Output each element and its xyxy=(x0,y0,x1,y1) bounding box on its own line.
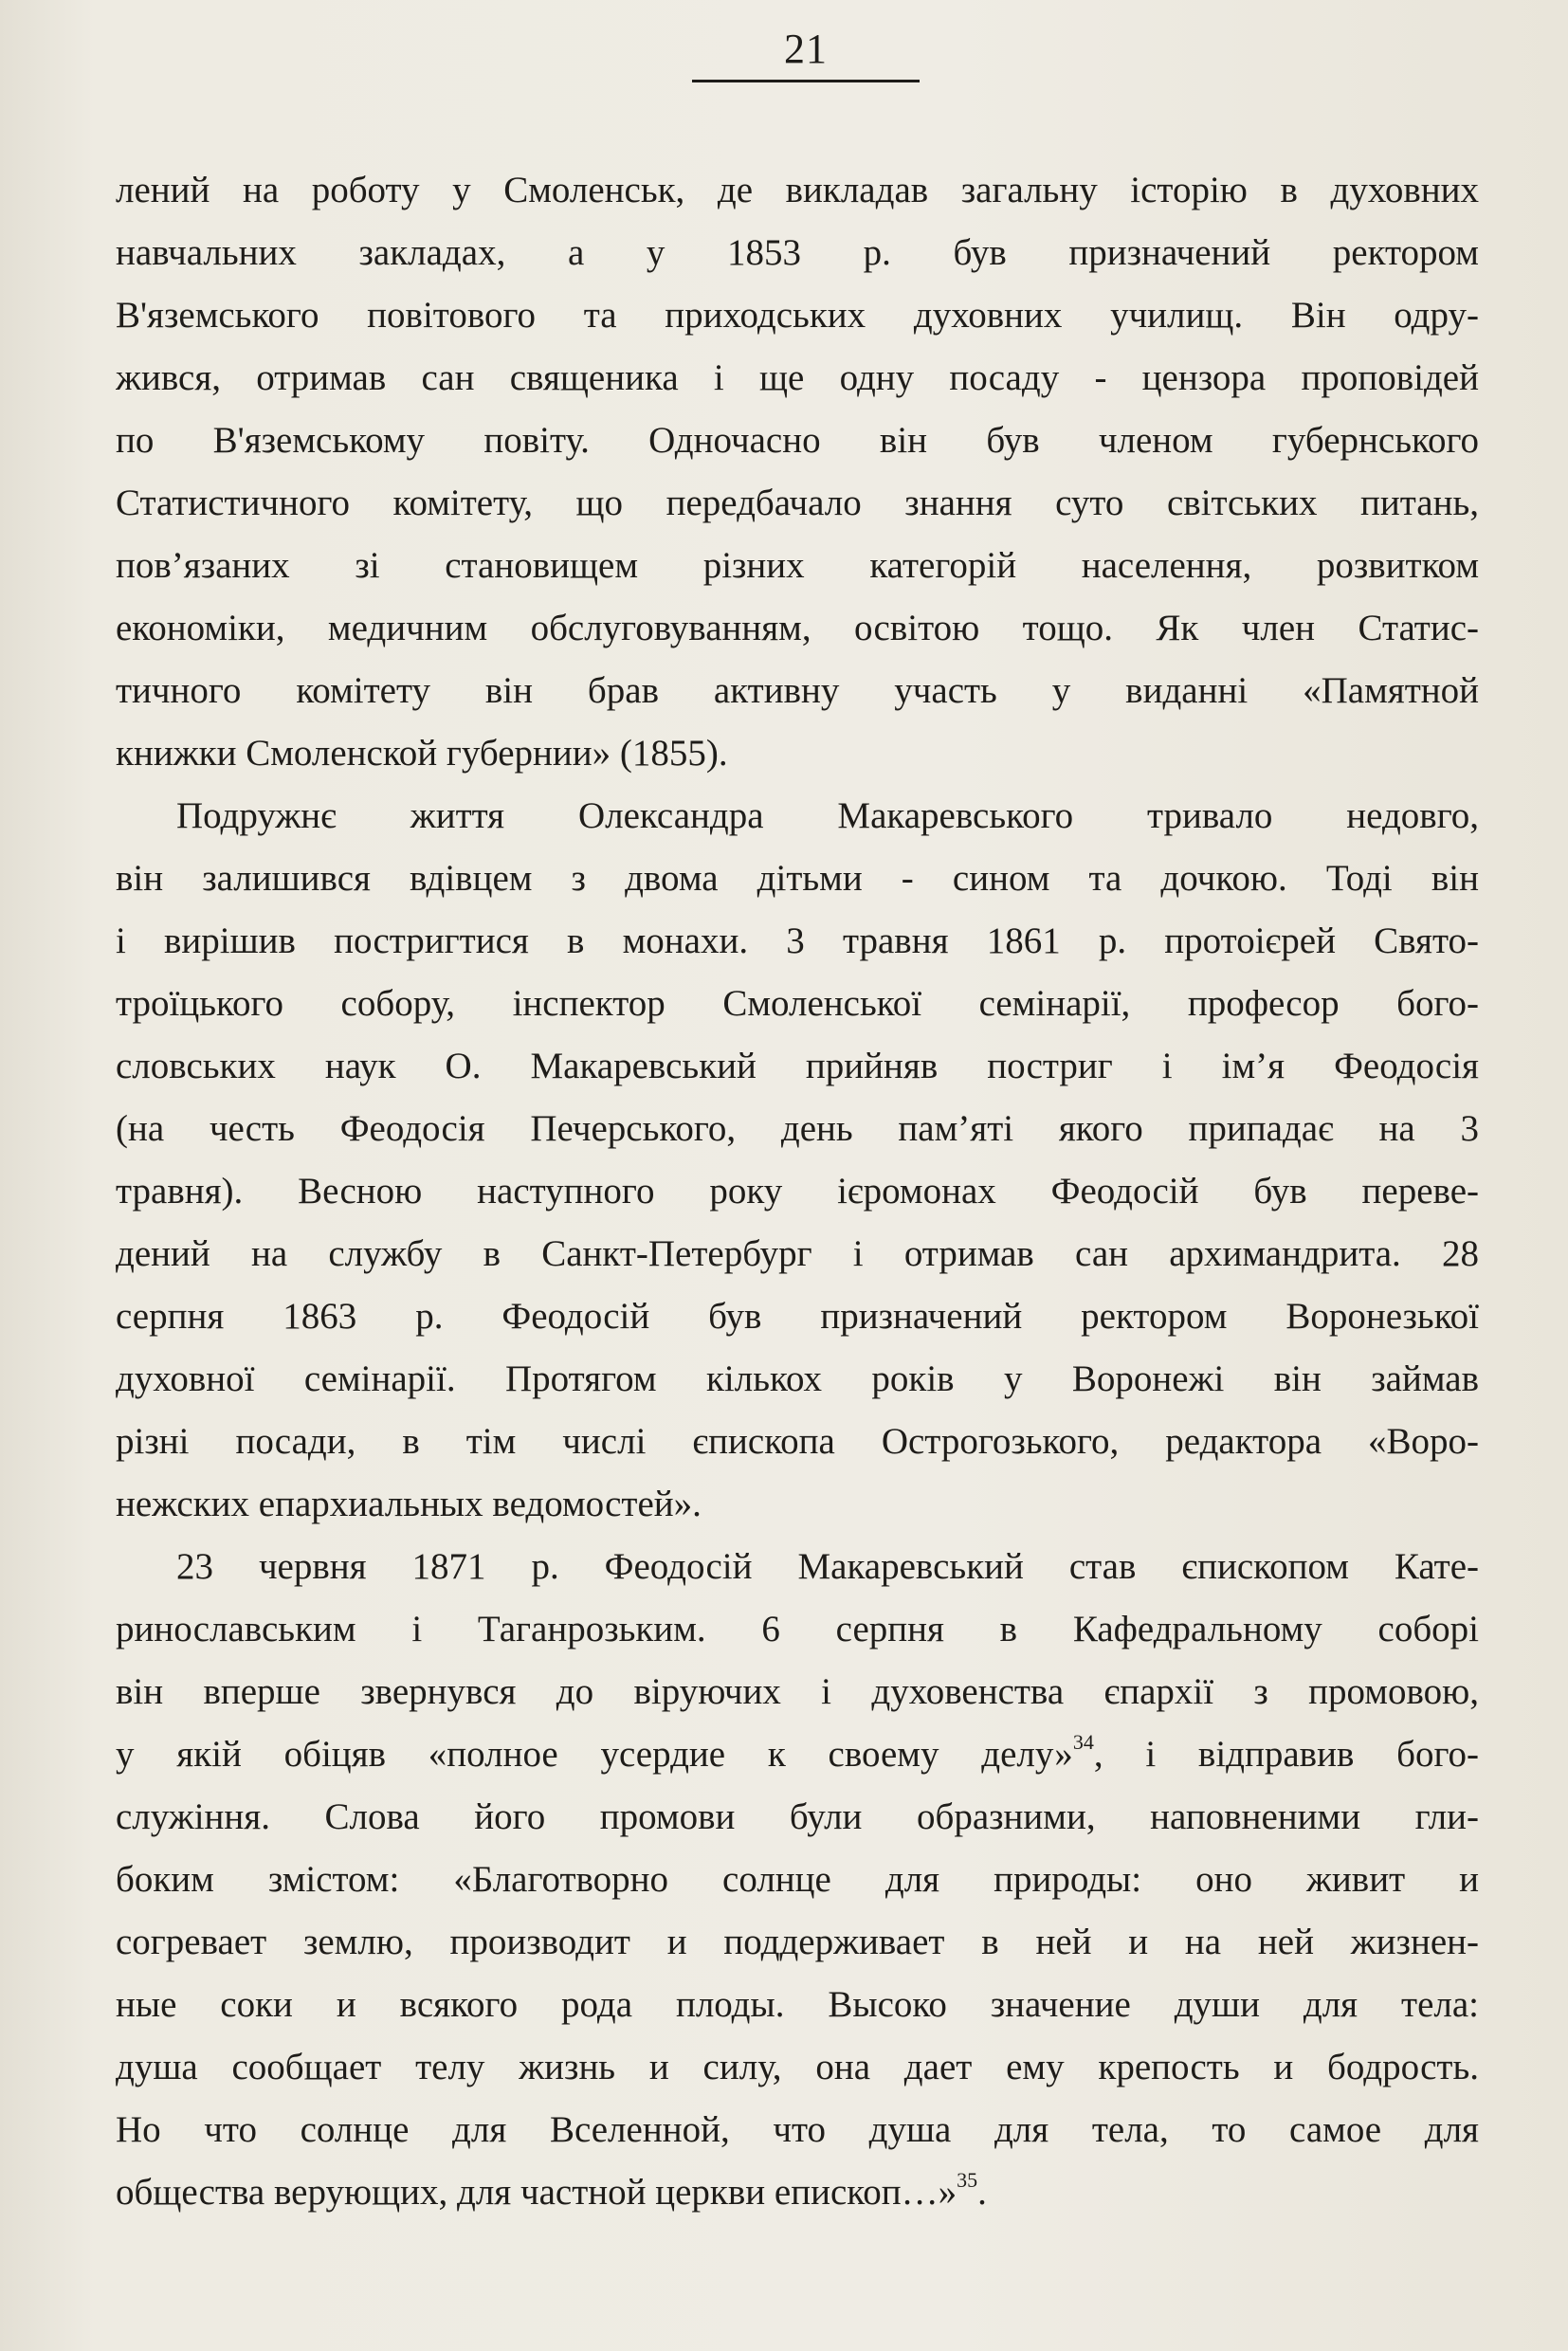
text-line: троїцького собору, інспектор Смоленської семінарії, професор бого- xyxy=(116,983,1479,1024)
paragraph-3 xyxy=(116,1536,1479,2224)
header-rule xyxy=(692,80,920,82)
text-line-with-footnote xyxy=(116,1723,1479,1786)
text-segment: , і відправив бого- xyxy=(1093,1734,1479,1775)
text-line: і вирішив постригтися в монахи. 3 травня 1861 р. протоієрей Свято- xyxy=(116,920,1479,961)
text-line: Статистичного комітету, що передбачало знання суто світських питань, xyxy=(116,483,1479,523)
text-line: Подружнє життя Олександра Макаревського тривало недовго, xyxy=(176,795,1479,836)
text-line: навчальних закладах, а у 1853 р. був призначений ректором xyxy=(116,232,1479,273)
text-line: тичного комітету він брав активну участь у виданні «Памятной xyxy=(116,670,1479,711)
paragraph-1 xyxy=(116,159,1479,785)
text-line: В'яземського повітового та приходських духовних училищ. Він одру- xyxy=(116,295,1479,336)
text-line-with-footnote xyxy=(116,2161,1479,2224)
text-line: економіки, медичним обслуговуванням, освітою тощо. Як член Статис- xyxy=(116,608,1479,648)
footnote-marker-34: 34 xyxy=(1072,1730,1094,1754)
text-line: серпня 1863 р. Феодосій був призначений ректором Воронезької xyxy=(116,1296,1479,1337)
footnote-marker-35: 35 xyxy=(957,2168,978,2192)
text-line: согревает землю, производит и поддерживает в ней и на ней жизнен- xyxy=(116,1922,1479,1962)
text-line: ринославським і Таганрозьким. 6 серпня в Кафедральному соборі xyxy=(116,1609,1479,1649)
text-line: словських наук О. Макаревський прийняв постриг і ім’я Феодосія xyxy=(116,1046,1479,1086)
text-line: боким змістом: «Благотворно солнце для природы: оно живит и xyxy=(116,1859,1479,1900)
text-line: служіння. Слова його промови були образними, наповненими гли- xyxy=(116,1796,1479,1837)
text-line: душа сообщает телу жизнь и силу, она дает ему крепость и бодрость. xyxy=(116,2047,1479,2087)
page-number: 21 xyxy=(784,26,828,72)
text-line: він залишився вдівцем з двома дітьми - сином та дочкою. Тоді він xyxy=(116,858,1479,899)
text-line: пов’язаних зі становищем різних категорій населення, розвитком xyxy=(116,545,1479,586)
text-line: він вперше звернувся до віруючих і духовенства єпархії з промовою, xyxy=(116,1671,1479,1712)
body-text xyxy=(116,159,1479,2224)
text-line: лений на роботу у Смоленськ, де викладав загальну історію в духовних xyxy=(116,170,1479,210)
page-header xyxy=(692,25,920,82)
text-segment: общества верующих, для частной церкви епископ…» xyxy=(116,2172,957,2213)
text-line: травня). Весною наступного року ієромонах Феодосій був переве- xyxy=(116,1171,1479,1212)
text-line: духовної семінарії. Протягом кількох років у Воронежі він займав xyxy=(116,1358,1479,1399)
text-line: жився, отримав сан священика і ще одну посаду - цензора проповідей xyxy=(116,357,1479,398)
paragraph-2 xyxy=(116,785,1479,1536)
text-line: Но что солнце для Вселенной, что душа для тела, то самое для xyxy=(116,2109,1479,2150)
text-line: по В'яземському повіту. Одночасно він був членом губернського xyxy=(116,420,1479,461)
text-line: дений на службу в Санкт-Петербург і отримав сан архимандрита. 28 xyxy=(116,1233,1479,1274)
text-line: 23 червня 1871 р. Феодосій Макаревський став єпископом Кате- xyxy=(176,1546,1479,1587)
text-line: різні посади, в тім числі єпископа Острогозького, редактора «Воро- xyxy=(116,1421,1479,1462)
text-line: книжки Смоленской губернии» (1855). xyxy=(116,733,728,774)
text-line: ные соки и всякого рода плоды. Высоко значение души для тела: xyxy=(116,1984,1479,2025)
text-segment: . xyxy=(977,2172,987,2213)
text-segment: у якій обіцяв «полное усердие к своему делу» xyxy=(116,1734,1073,1775)
text-line: нежских епархиальных ведомостей». xyxy=(116,1484,702,1524)
text-line: (на честь Феодосія Печерського, день пам’яті якого припадає на 3 xyxy=(116,1108,1479,1149)
